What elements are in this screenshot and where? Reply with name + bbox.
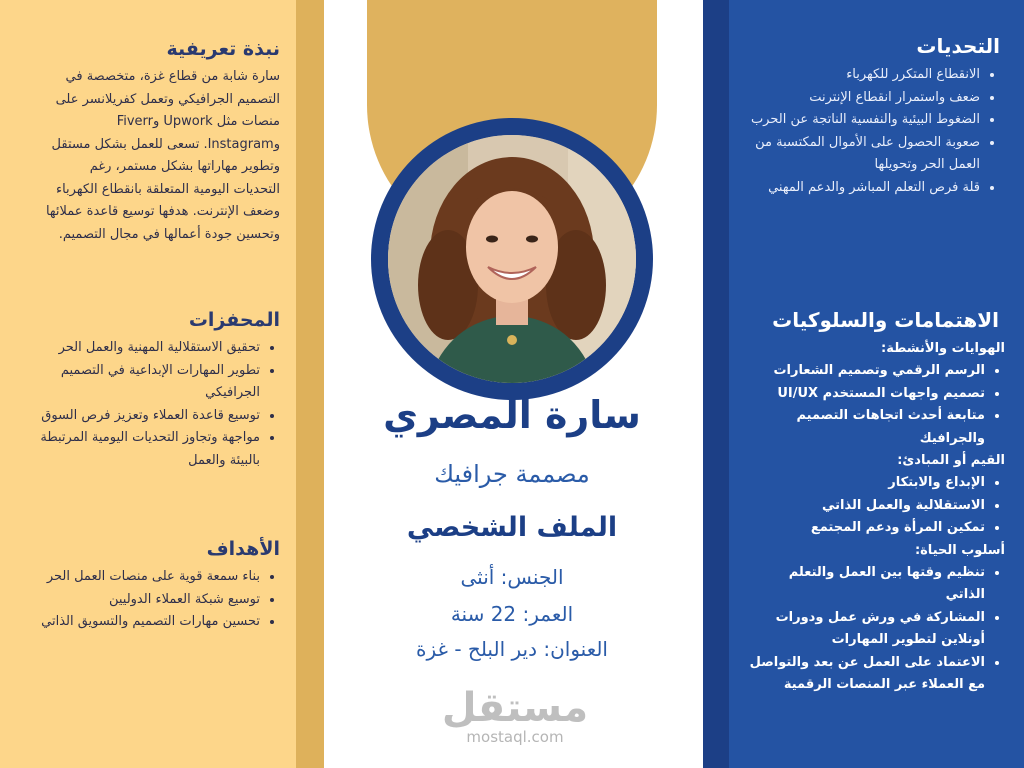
values-list — [745, 472, 1005, 540]
list-item: • تحسين مهارات التصميم والتسويق الذاتي — [40, 611, 260, 634]
list-item: • الاعتماد على العمل عن بعد والتواصل مع العملاء عبر المنصات الرقمية — [745, 652, 985, 697]
lifestyle-list — [745, 562, 1005, 697]
profile-heading: الملف الشخصي — [406, 512, 618, 543]
list-item: • صعوبة الحصول على الأموال المكتسبة من العمل الحر وتحويلها — [745, 132, 980, 177]
mostaql-watermark — [440, 685, 590, 746]
list-item: • الاستقلالية والعمل الذاتي — [745, 495, 985, 518]
list-item: • تمكين المرأة ودعم المجتمع — [745, 517, 985, 540]
motivations-list — [40, 337, 280, 472]
challenges-title: التحديات — [916, 34, 1000, 58]
list-item: • المشاركة في ورش عمل ودورات أونلاين لتطوير المهارات — [745, 607, 985, 652]
goals-section — [40, 538, 280, 634]
interests-section — [745, 308, 1005, 697]
challenges-list — [745, 64, 1000, 199]
person-name: سارة المصري — [383, 393, 641, 437]
person-role: مصممة جرافيك — [434, 460, 590, 488]
list-item: • قلة فرص التعلم المباشر والدعم المهني — [745, 177, 980, 200]
address-info: العنوان: دير البلح - غزة — [416, 637, 608, 661]
list-item: • الرسم الرقمي وتصميم الشعارات — [745, 360, 985, 383]
list-item: • توسيع قاعدة العملاء وتعزيز فرص السوق — [40, 405, 260, 428]
bio-text: سارة شابة من قطاع غزة، متخصصة في التصميم الجرافيكي وتعمل كفريلانسر على منصات مثل Upwork وFiverr وInstagram. تسعى للعمل بشكل مستقل وتطوير مهاراتها بشكل مستمر، رغم التحديات اليومية المتعلقة بانقطاع الكهرباء وضعف الإنترنت. هدفها توسيع قاعدة عملائها وتحسين جودة أعمالها في مجال التصميم. — [45, 69, 280, 242]
values-label: القيم أو المبادئ: — [897, 453, 1005, 468]
list-item: • توسيع شبكة العملاء الدوليين — [40, 589, 260, 612]
list-item: • بناء سمعة قوية على منصات العمل الحر — [40, 566, 260, 589]
list-item: • الضغوط البيئية والنفسية الناتجة عن الحرب — [745, 109, 980, 132]
left-accent-strip — [296, 0, 324, 768]
bio-section — [40, 38, 280, 246]
goals-list — [40, 566, 280, 634]
age-info: العمر: 22 سنة — [450, 602, 574, 626]
gender-info: الجنس: أنثى — [460, 565, 564, 589]
list-item: • الإبداع والابتكار — [745, 472, 985, 495]
right-accent-strip — [703, 0, 729, 768]
motivations-title: المحفزات — [188, 309, 280, 331]
list-item: • الانقطاع المتكرر للكهرباء — [745, 64, 980, 87]
list-item: • تحقيق الاستقلالية المهنية والعمل الحر — [40, 337, 260, 360]
watermark-logo: مستقل — [441, 685, 589, 731]
motivations-section — [40, 309, 280, 472]
lifestyle-label: أسلوب الحياة: — [914, 542, 1005, 558]
list-item: • ضعف واستمرار انقطاع الإنترنت — [745, 87, 980, 110]
hobbies-list — [745, 360, 1005, 450]
portrait-illustration — [388, 135, 636, 383]
list-item: • متابعة أحدث اتجاهات التصميم والجرافيك — [745, 405, 985, 450]
bio-title: نبذة تعريفية — [166, 38, 280, 60]
list-item: • تصميم واجهات المستخدم UI/UX — [745, 383, 985, 406]
hobbies-label: الهوايات والأنشطة: — [881, 341, 1005, 356]
list-item: • تنظيم وقتها بين العمل والتعلم الذاتي — [745, 562, 985, 607]
list-item: • مواجهة وتجاوز التحديات اليومية المرتبطة بالبيئة والعمل — [40, 427, 260, 472]
list-item: • تطوير المهارات الإبداعية في التصميم الجرافيكي — [40, 360, 260, 405]
interests-title: الاهتمامات والسلوكيات — [772, 308, 999, 332]
profile-photo — [388, 135, 636, 383]
goals-title: الأهداف — [206, 538, 280, 560]
watermark-url: mostaql.com — [466, 728, 564, 746]
challenges-section — [745, 34, 1000, 199]
